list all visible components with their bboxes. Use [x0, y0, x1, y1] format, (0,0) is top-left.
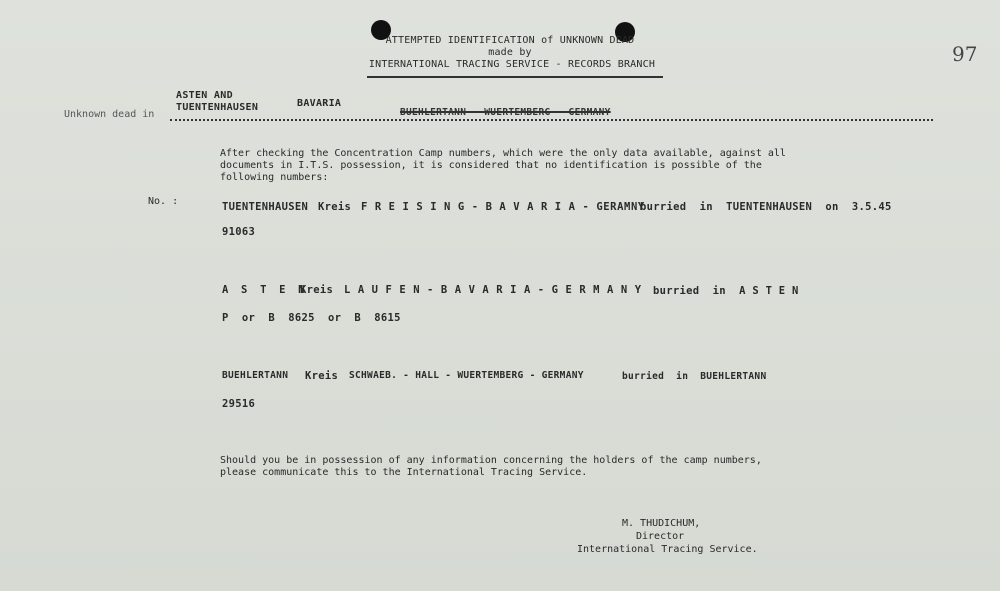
entry-1-burial: burried in TUENTENHAUSEN on 3.5.45: [640, 201, 892, 213]
signature-title: Director: [636, 531, 685, 542]
signature-name: M. THUDICHUM,: [622, 518, 701, 529]
entry-2-numbers: P or B 8625 or B 8615: [222, 312, 401, 324]
region-label: BAVARIA: [297, 98, 342, 109]
entry-1-kreis: Kreis: [318, 201, 352, 213]
entry-1-place: TUENTENHAUSEN: [222, 201, 309, 213]
unknown-dead-label: Unknown dead in: [64, 109, 155, 120]
entry-1-numbers: 91063: [222, 226, 256, 238]
entry-2-district: L A U F E N - B A V A R I A - G E R M A N Y: [344, 284, 642, 296]
entry-3-place: BUEHLERTANN: [222, 370, 289, 381]
entry-3-district: SCHWAEB. - HALL - WUERTEMBERG - GERMANY: [349, 370, 584, 381]
header-organization: INTERNATIONAL TRACING SERVICE - RECORDS BRANCH: [368, 59, 656, 70]
entry-1-district: F R E I S I N G - B A V A R I A - GERAMNY: [361, 201, 645, 213]
intro-line-2: documents in I.T.S. possession, it is considered that no identification is possible of the: [220, 160, 762, 171]
header-made-by: made by: [488, 47, 532, 58]
location-dotted-line: [170, 119, 933, 121]
entry-3-numbers: 29516: [222, 398, 256, 410]
intro-line-1: After checking the Concentration Camp numbers, which were the only data available, against all: [220, 148, 786, 159]
closing-line-2: please communicate this to the International Tracing Service.: [220, 467, 588, 478]
page-number: 97: [952, 42, 978, 66]
intro-line-3: following numbers:: [220, 172, 329, 183]
place-line-2: TUENTENHAUSEN: [176, 102, 259, 113]
entry-2-kreis: Kreis: [300, 284, 334, 296]
entry-2-place: A S T E N: [222, 284, 308, 296]
signature-organization: International Tracing Service.: [577, 544, 758, 555]
header-title: ATTEMPTED IDENTIFICATION of UNKNOWN DEAD: [385, 35, 635, 46]
entry-3-kreis: Kreis: [305, 370, 339, 382]
overtyped-location: BUEHLERTANN - WUERTEMBERG - GERMANY: [400, 107, 611, 118]
number-label: No. :: [148, 196, 179, 207]
header-underline: [367, 76, 663, 78]
closing-line-1: Should you be in possession of any information concerning the holders of the camp numbers,: [220, 455, 762, 466]
entry-2-burial: burried in A S T E N: [653, 285, 799, 297]
entry-3-burial: burried in BUEHLERTANN: [622, 371, 767, 382]
place-line-1: ASTEN AND: [176, 90, 233, 101]
